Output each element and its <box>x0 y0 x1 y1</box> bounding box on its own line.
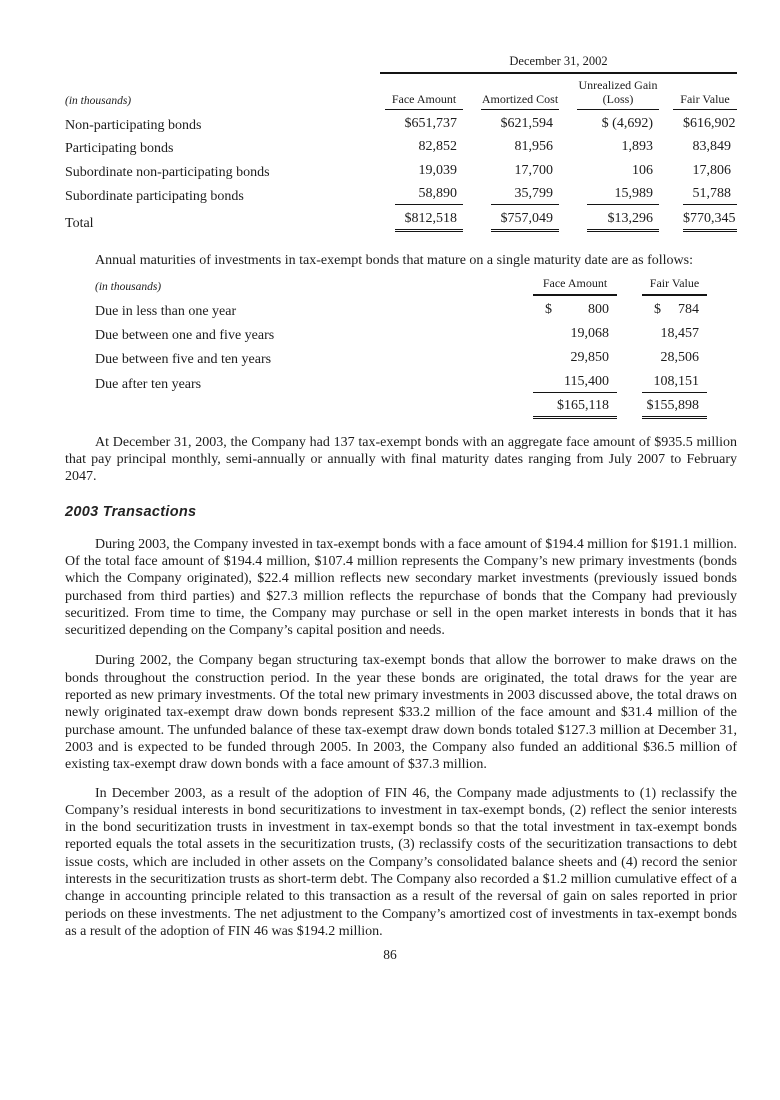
table1-period-row <box>65 54 737 74</box>
table2-cell-face: 19,068 <box>570 325 609 341</box>
paragraph-during-2002: During 2002, the Company began structuring tax-exempt bonds that allow the borrower to make draws on the bonds throughout the construction period. In the year these bonds are originated, the total draws for the year are reported as new primary investments. Of the total new primary investments in 2003 discussed above, the total draws on newly originated tax-exempt draw down bonds represent $33.2 million of the face amount and $31.4 million of the purchase amount. The unfunded balance of these tax-exempt draw down bonds totaled $127.3 million at December 31, 2003 and is expected to be funded through 2005. In 2003, the Company also funded an additional $36.5 million of existing tax-exempt draw down bonds with a face amount of $37.3 million. <box>65 653 737 773</box>
table1-cell-unrealized: 1,893 <box>621 139 653 154</box>
table2-row-label: Due in less than one year <box>95 303 237 319</box>
table1-period-header: December 31, 2002 <box>380 54 737 74</box>
table1-total-row <box>65 205 737 232</box>
currency-symbol: $ <box>545 301 552 317</box>
table1-total-label: Total <box>65 216 94 231</box>
table-row <box>95 368 707 393</box>
table2-cell-face: 115,400 <box>533 373 617 393</box>
table1-cell-face: 19,039 <box>418 162 457 178</box>
table2-cell-face <box>533 301 617 320</box>
table1-total-amortized: $757,049 <box>491 210 559 232</box>
table2-cell-fair: 108,151 <box>642 373 707 393</box>
table2-cell-face: 29,850 <box>570 349 609 365</box>
paragraph-at-december-2003: At December 31, 2003, the Company had 137 tax-exempt bonds with an aggregate face amount of $935.5 million that pay principal monthly, semi-annually or annually with final maturity dates ranging from July 2007 to February 2047. <box>65 434 737 485</box>
table1-cell-amortized: 17,700 <box>514 162 553 178</box>
table2-row-label: Due between one and five years <box>95 327 275 343</box>
table-row <box>65 134 737 158</box>
table1-cell-amortized: $621,594 <box>500 115 553 131</box>
table1-cell-fair: 51,788 <box>683 185 737 205</box>
bond-portfolio-table <box>65 54 737 232</box>
table1-column-amortized-cost: Amortized Cost <box>481 88 559 111</box>
table1-header-row <box>65 74 737 110</box>
table1-cell-unrealized: $ (4,692) <box>601 115 653 131</box>
table-row <box>65 110 737 134</box>
table1-row-label: Subordinate non-participating bonds <box>65 164 270 180</box>
maturities-table <box>95 275 707 419</box>
paragraph-fin-46-adjustments: In December 2003, as a result of the adoption of FIN 46, the Company made adjustments to (1) reclassify the Company’s residual interests in bond securitizations to investment in tax-exempt bonds, (2) reflect the senior interests in the bond securitization trusts in investment in tax-exempt bonds so that the total investment in tax-exempt bonds reported equals the total assets in the securitization trusts, (3) reclassify costs of the securitization transactions to debt issue costs, which are included in other assets on the Company’s consolidated balance sheets and (4) record the senior interests in the securitization trusts as short-term debt. The Company also recorded a $1.2 million cumulative effect of a change in accounting principle related to this transaction as a result of the reversal of gain on sales reported in prior periods on these investments. The net adjustment to the Company’s amortized cost of investments in tax-exempt bonds as a result of the adoption of FIN 46 was $194.2 million. <box>65 785 737 939</box>
table-row <box>95 296 707 320</box>
table1-column-face-amount: Face Amount <box>385 88 463 111</box>
table1-row-label: Subordinate participating bonds <box>65 189 244 204</box>
table1-units-label: (in thousands) <box>65 95 132 107</box>
currency-symbol: $ <box>654 301 661 317</box>
table1-total-fair: $770,345 <box>683 210 737 232</box>
paragraph-annual-maturities: Annual maturities of investments in tax-exempt bonds that mature on a single maturity date are as follows: <box>95 253 693 268</box>
table1-column-fair-value: Fair Value <box>673 88 737 111</box>
page-number: 86 <box>383 947 397 963</box>
table2-total-fair: $155,898 <box>642 397 707 419</box>
paragraph-during-2003: During 2003, the Company invested in tax-exempt bonds with a face amount of $194.4 million for $191.1 million. Of the total face amount of $194.4 million, $107.4 million represents the Company’s new primary investments (bonds which the Company originated), $22.4 million reflects new secondary market investments (previously issued bonds purchased from third parties) and $27.3 million reflects the repurchase of bonds that the Company had previously securitized. From time to time, the Company may purchase or sell in the open market interests in bonds that it has securitized depending on the Company’s capital position and needs. <box>65 536 737 639</box>
table1-cell-face: 58,890 <box>395 185 463 205</box>
amount: 800 <box>588 301 609 317</box>
table2-header-row <box>95 275 707 296</box>
table2-row-label: Due between five and ten years <box>95 351 272 367</box>
table-row <box>65 157 737 181</box>
table1-cell-face: $651,737 <box>404 115 457 131</box>
table2-total-face: $165,118 <box>533 397 617 419</box>
table2-cell-fair <box>642 301 707 320</box>
amount: 784 <box>678 301 699 317</box>
table1-cell-amortized: 81,956 <box>514 139 553 154</box>
table2-column-face-amount: Face Amount <box>533 275 617 296</box>
table-row <box>65 181 737 206</box>
section-heading-2003-transactions: 2003 Transactions <box>65 503 197 520</box>
table1-row-label: Non-participating bonds <box>65 117 202 133</box>
table1-cell-fair: 17,806 <box>692 162 732 178</box>
table-row <box>95 320 707 344</box>
table1-cell-amortized: 35,799 <box>491 185 559 205</box>
table1-total-unrealized: $13,296 <box>587 210 659 232</box>
table-row <box>95 344 707 368</box>
table2-cell-fair: 18,457 <box>660 325 699 341</box>
table2-units-label: (in thousands) <box>95 280 162 293</box>
table1-row-label: Participating bonds <box>65 141 174 156</box>
table1-cell-fair: 83,849 <box>692 139 732 154</box>
table1-total-face: $812,518 <box>395 210 463 232</box>
table2-row-label: Due after ten years <box>95 376 202 392</box>
table2-cell-fair: 28,506 <box>660 349 699 365</box>
table1-cell-face: 82,852 <box>418 139 457 154</box>
table1-cell-fair: $616,902 <box>683 115 736 131</box>
table1-column-unrealized-gain-loss: Unrealized Gain (Loss) <box>577 74 659 110</box>
table1-cell-unrealized: 106 <box>632 162 653 178</box>
table2-column-fair-value: Fair Value <box>642 275 707 296</box>
table1-cell-unrealized: 15,989 <box>587 185 659 205</box>
table2-total-row <box>95 393 707 419</box>
